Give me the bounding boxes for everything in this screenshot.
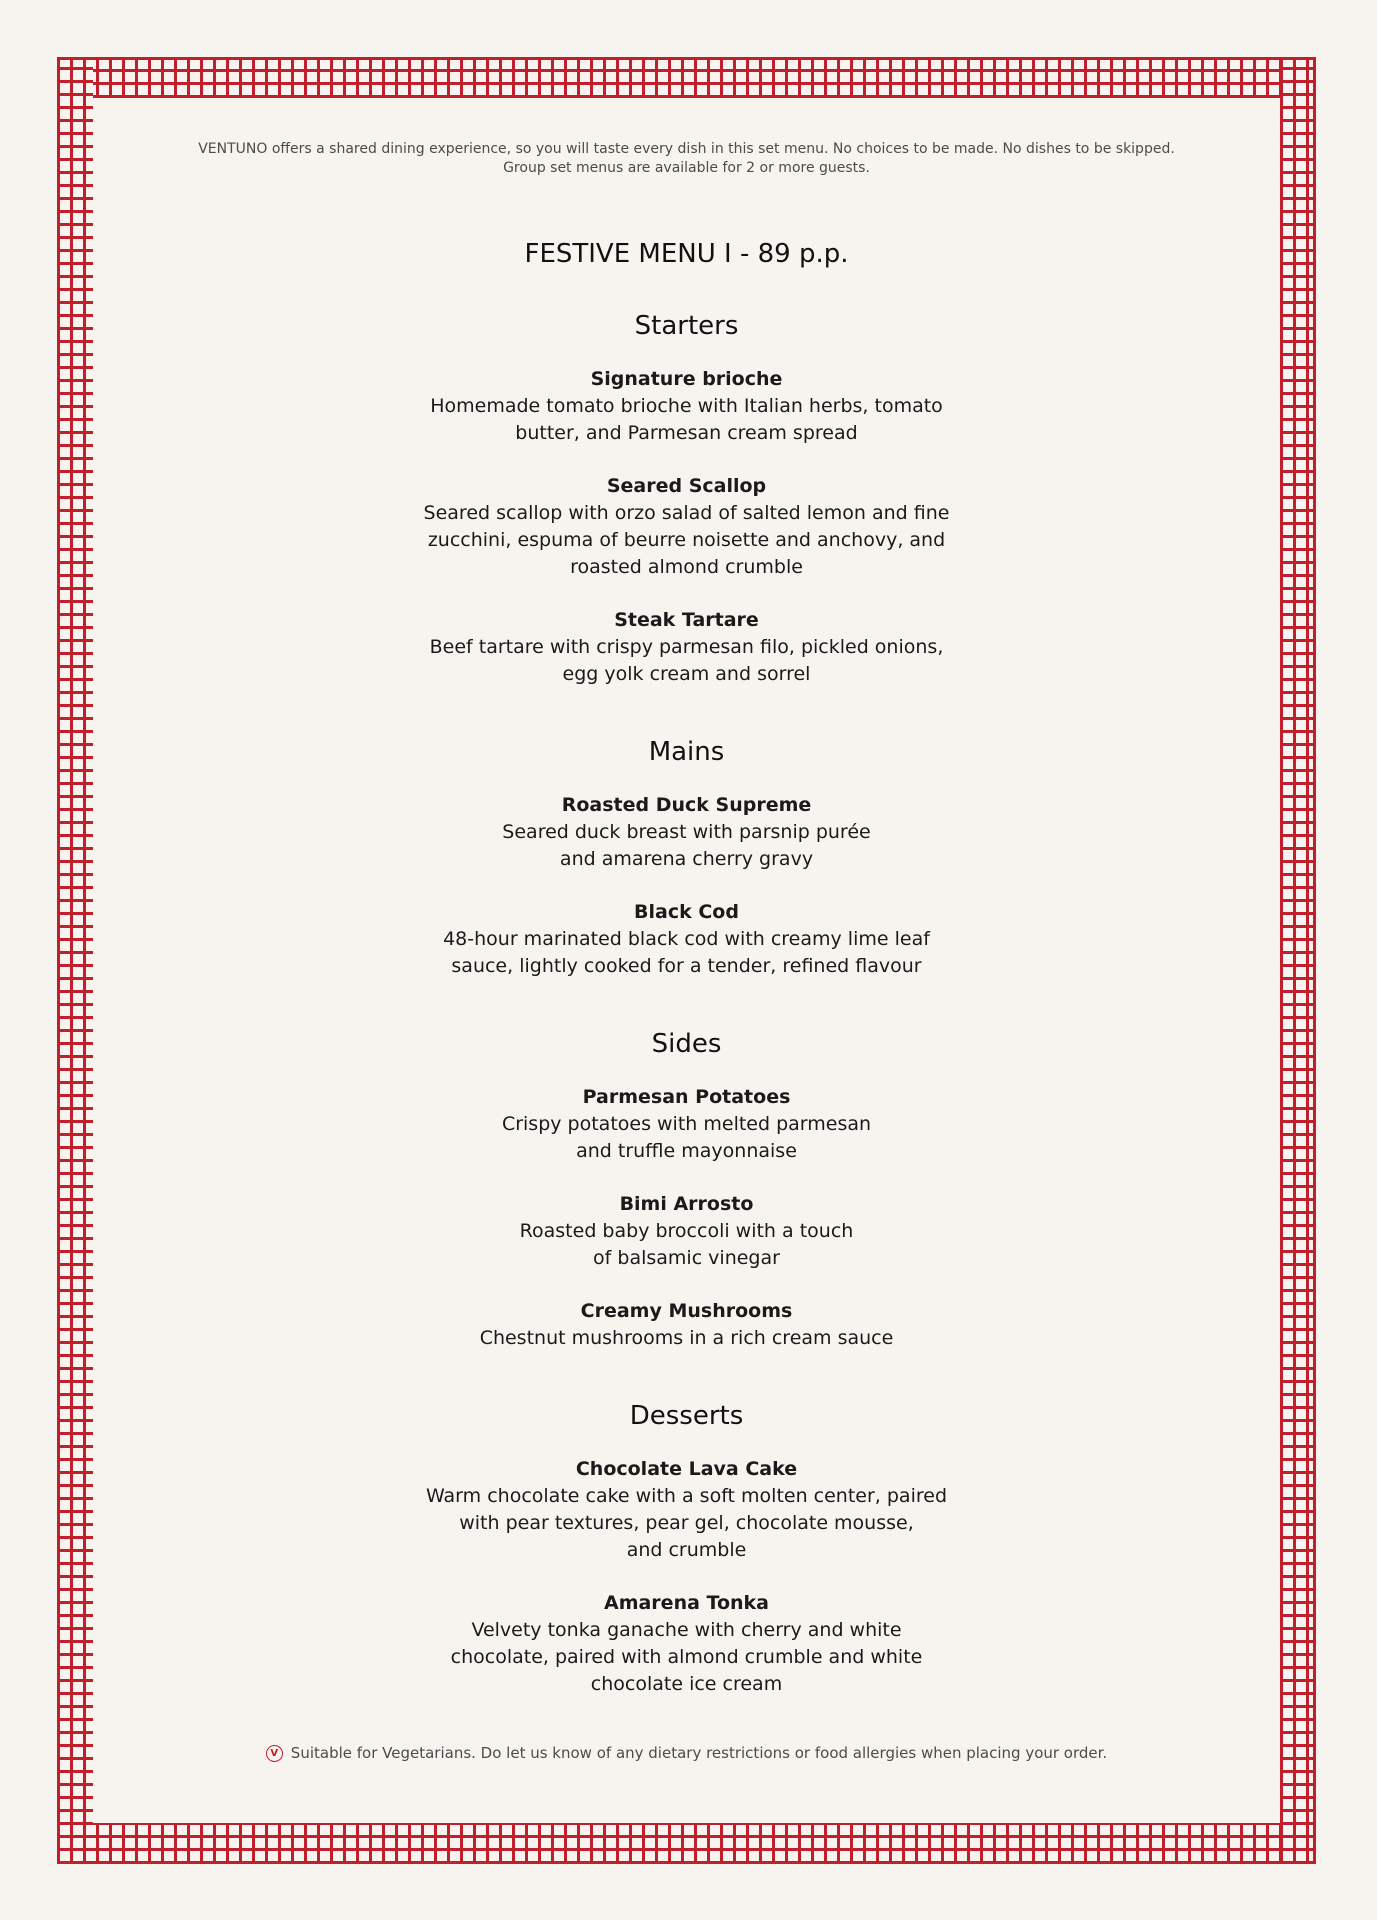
dish-description: 48-hour marinated black cod with creamy lime leaf sauce, lightly cooked for a tender, refined flavour (443, 928, 930, 977)
dish-description: Roasted baby broccoli with a touch of balsamic vinegar (519, 1220, 854, 1269)
dish-name: Bimi Arrosto (619, 1193, 754, 1215)
dish-item (93, 792, 1280, 873)
section-desserts (93, 1400, 1280, 1698)
dish-item (93, 607, 1280, 688)
decorative-border-top (57, 57, 1316, 98)
dish-description: Homemade tomato brioche with Italian herbs, tomato butter, and Parmesan cream spread (430, 395, 943, 444)
dish-name: Steak Tartare (614, 609, 759, 631)
dish-description: Seared scallop with orzo salad of salted lemon and fine zucchini, espuma of beurre noisette and anchovy, and roasted almond crumble (423, 502, 950, 578)
intro-text (93, 140, 1280, 178)
section-title: Desserts (629, 1401, 744, 1431)
dish-name: Seared Scallop (606, 475, 767, 497)
dish-description: Warm chocolate cake with a soft molten center, paired with pear textures, pear gel, chocolate mousse, and crumble (425, 1485, 948, 1561)
dish-item (93, 1590, 1280, 1698)
dish-name: Signature brioche (590, 368, 783, 390)
dish-description: Seared duck breast with parsnip purée and amarena cherry gravy (502, 821, 871, 870)
dish-name: Creamy Mushrooms (580, 1300, 793, 1322)
section-sides (93, 1028, 1280, 1352)
menu-content (93, 98, 1280, 1724)
dish-description: Beef tartare with crispy parmesan filo, pickled onions, egg yolk cream and sorrel (429, 636, 944, 685)
decorative-border-bottom (57, 1823, 1316, 1864)
dish-item (93, 1456, 1280, 1564)
dish-description: Chestnut mushrooms in a rich cream sauce (479, 1327, 894, 1349)
footer-note (93, 1744, 1280, 1762)
section-title: Mains (648, 737, 725, 767)
dish-item (93, 899, 1280, 980)
section-title: Sides (651, 1029, 722, 1059)
dish-name: Amarena Tonka (603, 1592, 770, 1614)
decorative-border-left (57, 57, 93, 1864)
section-title: Starters (634, 311, 739, 341)
dish-name: Parmesan Potatoes (582, 1086, 791, 1108)
dish-item (93, 1191, 1280, 1272)
vegetarian-v-icon: V (266, 1745, 283, 1762)
dish-item (93, 473, 1280, 581)
dish-item (93, 1298, 1280, 1352)
section-mains (93, 736, 1280, 980)
dish-description: Velvety tonka ganache with cherry and white chocolate, paired with almond crumble and white chocolate ice cream (450, 1619, 923, 1695)
dish-item (93, 366, 1280, 447)
dish-name: Roasted Duck Supreme (561, 794, 812, 816)
dish-description: Crispy potatoes with melted parmesan and truffle mayonnaise (501, 1113, 872, 1162)
dish-name: Black Cod (634, 901, 739, 923)
section-starters (93, 310, 1280, 688)
dish-item (93, 1084, 1280, 1165)
menu-title: FESTIVE MENU I - 89 p.p. (524, 239, 849, 269)
footer-text: Suitable for Vegetarians. Do let us know of any dietary restrictions or food allergies when placing your order. (290, 1744, 1108, 1762)
intro-line: Group set menus are available for 2 or more guests. (503, 160, 870, 176)
dish-name: Chocolate Lava Cake (575, 1458, 798, 1480)
intro-line: VENTUNO offers a shared dining experience, so you will taste every dish in this set menu. No choices to be made. No dishes to be skipped. (198, 141, 1175, 157)
decorative-border-right (1280, 57, 1316, 1864)
